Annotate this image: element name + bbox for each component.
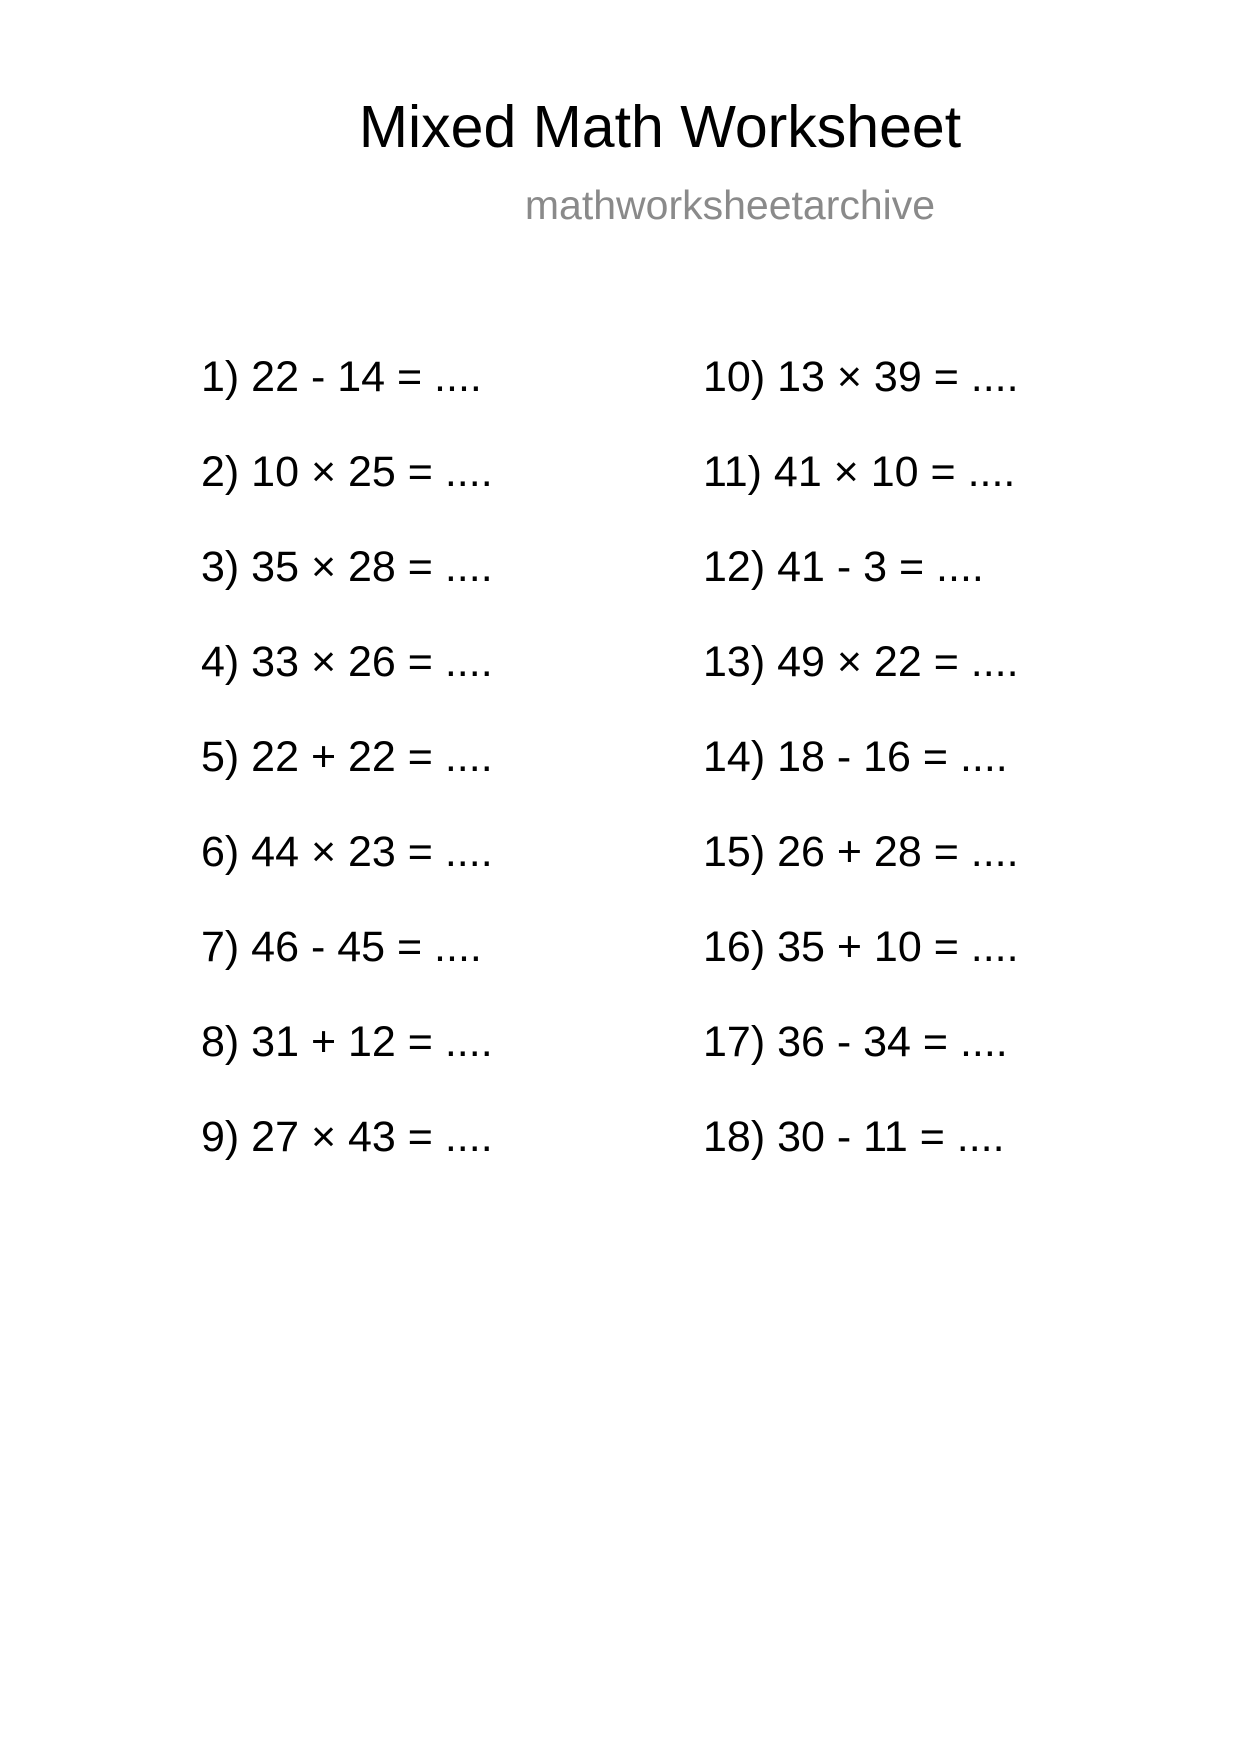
problem-item: 11) 41 × 10 = .... xyxy=(703,448,1016,496)
problem-column-right xyxy=(703,352,1019,1207)
problem-item: 8) 31 + 12 = .... xyxy=(201,1018,493,1066)
problem-item: 16) 35 + 10 = .... xyxy=(703,923,1019,971)
worksheet-title: Mixed Math Worksheet xyxy=(358,94,962,160)
problem-item: 13) 49 × 22 = .... xyxy=(703,638,1019,686)
worksheet-subtitle: mathworksheetarchive xyxy=(524,182,936,228)
problem-item: 15) 26 + 28 = .... xyxy=(703,828,1019,876)
problem-item: 17) 36 - 34 = .... xyxy=(703,1018,1008,1066)
problem-item: 1) 22 - 14 = .... xyxy=(201,353,482,401)
problem-item: 18) 30 - 11 = .... xyxy=(703,1113,1005,1161)
problem-item: 2) 10 × 25 = .... xyxy=(201,448,493,496)
problem-item: 5) 22 + 22 = .... xyxy=(201,733,493,781)
problem-item: 10) 13 × 39 = .... xyxy=(703,353,1019,401)
problem-item: 12) 41 - 3 = .... xyxy=(703,543,984,591)
problem-item: 9) 27 × 43 = .... xyxy=(201,1113,493,1161)
problem-item: 7) 46 - 45 = .... xyxy=(201,923,482,971)
problem-item: 6) 44 × 23 = .... xyxy=(201,828,493,876)
problem-item: 3) 35 × 28 = .... xyxy=(201,543,493,591)
problem-item: 4) 33 × 26 = .... xyxy=(201,638,493,686)
problem-column-left xyxy=(201,352,493,1207)
problem-item: 14) 18 - 16 = .... xyxy=(703,733,1008,781)
